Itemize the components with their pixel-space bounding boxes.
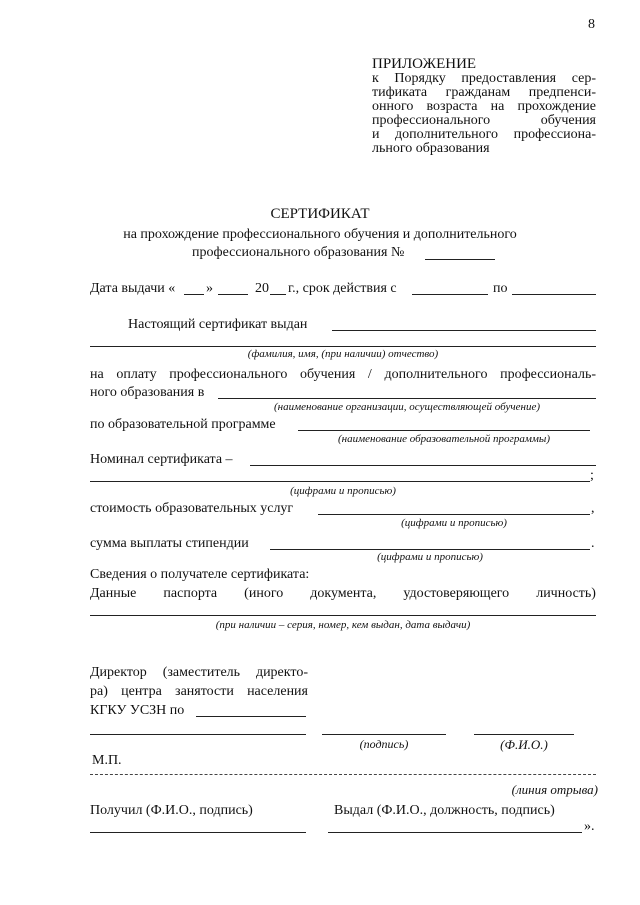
page-number: 8 [588,17,595,32]
year-prefix: 20 [255,281,269,296]
passport-word: удостоверяющего [403,586,510,601]
validity-to-label: по [493,281,508,296]
issue-day-field[interactable] [184,294,204,295]
issued-field[interactable] [328,832,582,833]
cost-field[interactable] [318,514,590,515]
issue-day-close: » [206,281,213,296]
stipend-field[interactable] [270,549,590,550]
period: . [591,536,595,551]
caption-program: (наименование образовательной программы) [337,433,550,445]
appendix-line: онного возраста на прохождение [372,99,596,114]
stipend-label: сумма выплаты стипендии [90,536,249,551]
received-field[interactable] [90,832,306,833]
recipient-header: Сведения о получателе сертификата: [90,567,310,582]
director-region-field[interactable] [196,716,306,717]
caption-amount: (цифрами и прописью) [377,551,483,563]
certificate-subtitle: на прохождение профессионального обучения и дополнительного [123,227,517,242]
certificate-number-field[interactable] [425,259,495,260]
passport-word: паспорта [163,586,218,601]
tear-line-caption: (линия отрыва) [511,782,598,797]
payment-purpose-text: на оплату профессионального обучения / дополнительного профессиональ- [90,367,596,382]
issue-year-field[interactable] [270,294,286,295]
appendix-line: тификата гражданам предпенси- [372,85,596,100]
caption-passport: (при наличии – серия, номер, кем выдан, дата выдачи) [215,619,471,631]
appendix-line: льного образования [372,141,490,156]
passport-field[interactable] [90,615,596,616]
stamp-label: М.П. [92,753,122,768]
passport-word: Данные [90,586,137,601]
closing-quote: ». [584,819,595,834]
cost-label: стоимость образовательных услуг [90,501,294,516]
recipient-name-field[interactable] [90,346,596,347]
validity-to-field[interactable] [512,294,596,295]
nominal-field-2[interactable] [90,481,590,482]
issued-to-field[interactable] [332,330,596,331]
caption-amount: (цифрами и прописью) [290,485,396,497]
caption-name: (фамилия, имя, (при наличии) отчество) [247,348,439,360]
caption-fio: (Ф.И.О.) [500,737,548,752]
received-label: Получил (Ф.И.О., подпись) [90,803,253,818]
program-field[interactable] [298,430,590,431]
validity-label: г., срок действия с [288,281,397,296]
nominal-field[interactable] [250,465,596,466]
passport-label [90,585,596,602]
validity-from-field[interactable] [412,294,488,295]
program-label: по образовательной программе [90,417,276,432]
caption-organization: (наименование организации, осуществляющей обучение) [273,401,541,413]
passport-word: личность) [536,586,596,601]
passport-word: документа, [310,586,377,601]
caption-amount: (цифрами и прописью) [401,517,507,529]
appendix-line: и дополнительного профессиона- [372,127,596,142]
issued-label: Выдал (Ф.И.О., должность, подпись) [334,803,555,818]
comma: , [591,501,595,516]
issue-month-field[interactable] [218,294,248,295]
nominal-label: Номинал сертификата – [90,452,233,467]
certificate-title: СЕРТИФИКАТ [270,206,370,222]
payment-purpose-text-2: ного образования в [90,385,205,400]
tear-line [90,774,596,775]
director-text: Директор (заместитель директо- [90,665,308,680]
semicolon: ; [590,468,594,483]
appendix-line: профессионального обучения [372,113,596,128]
organization-field[interactable] [218,398,596,399]
appendix-line: к Порядку предоставления сер- [372,71,596,86]
fio-field[interactable] [474,734,574,735]
appendix-title: ПРИЛОЖЕНИЕ [372,56,477,72]
issued-to-label: Настоящий сертификат выдан [128,317,308,332]
director-text-3: КГКУ УСЗН по [90,703,185,718]
caption-signature: (подпись) [359,737,409,751]
certificate-number-label: профессионального образования № [192,245,405,260]
signature-field[interactable] [322,734,446,735]
passport-word: (иного [244,586,284,601]
issue-date-label: Дата выдачи « [90,281,176,296]
director-extra-field[interactable] [90,734,306,735]
director-text-2: ра) центра занятости населения [90,684,308,699]
